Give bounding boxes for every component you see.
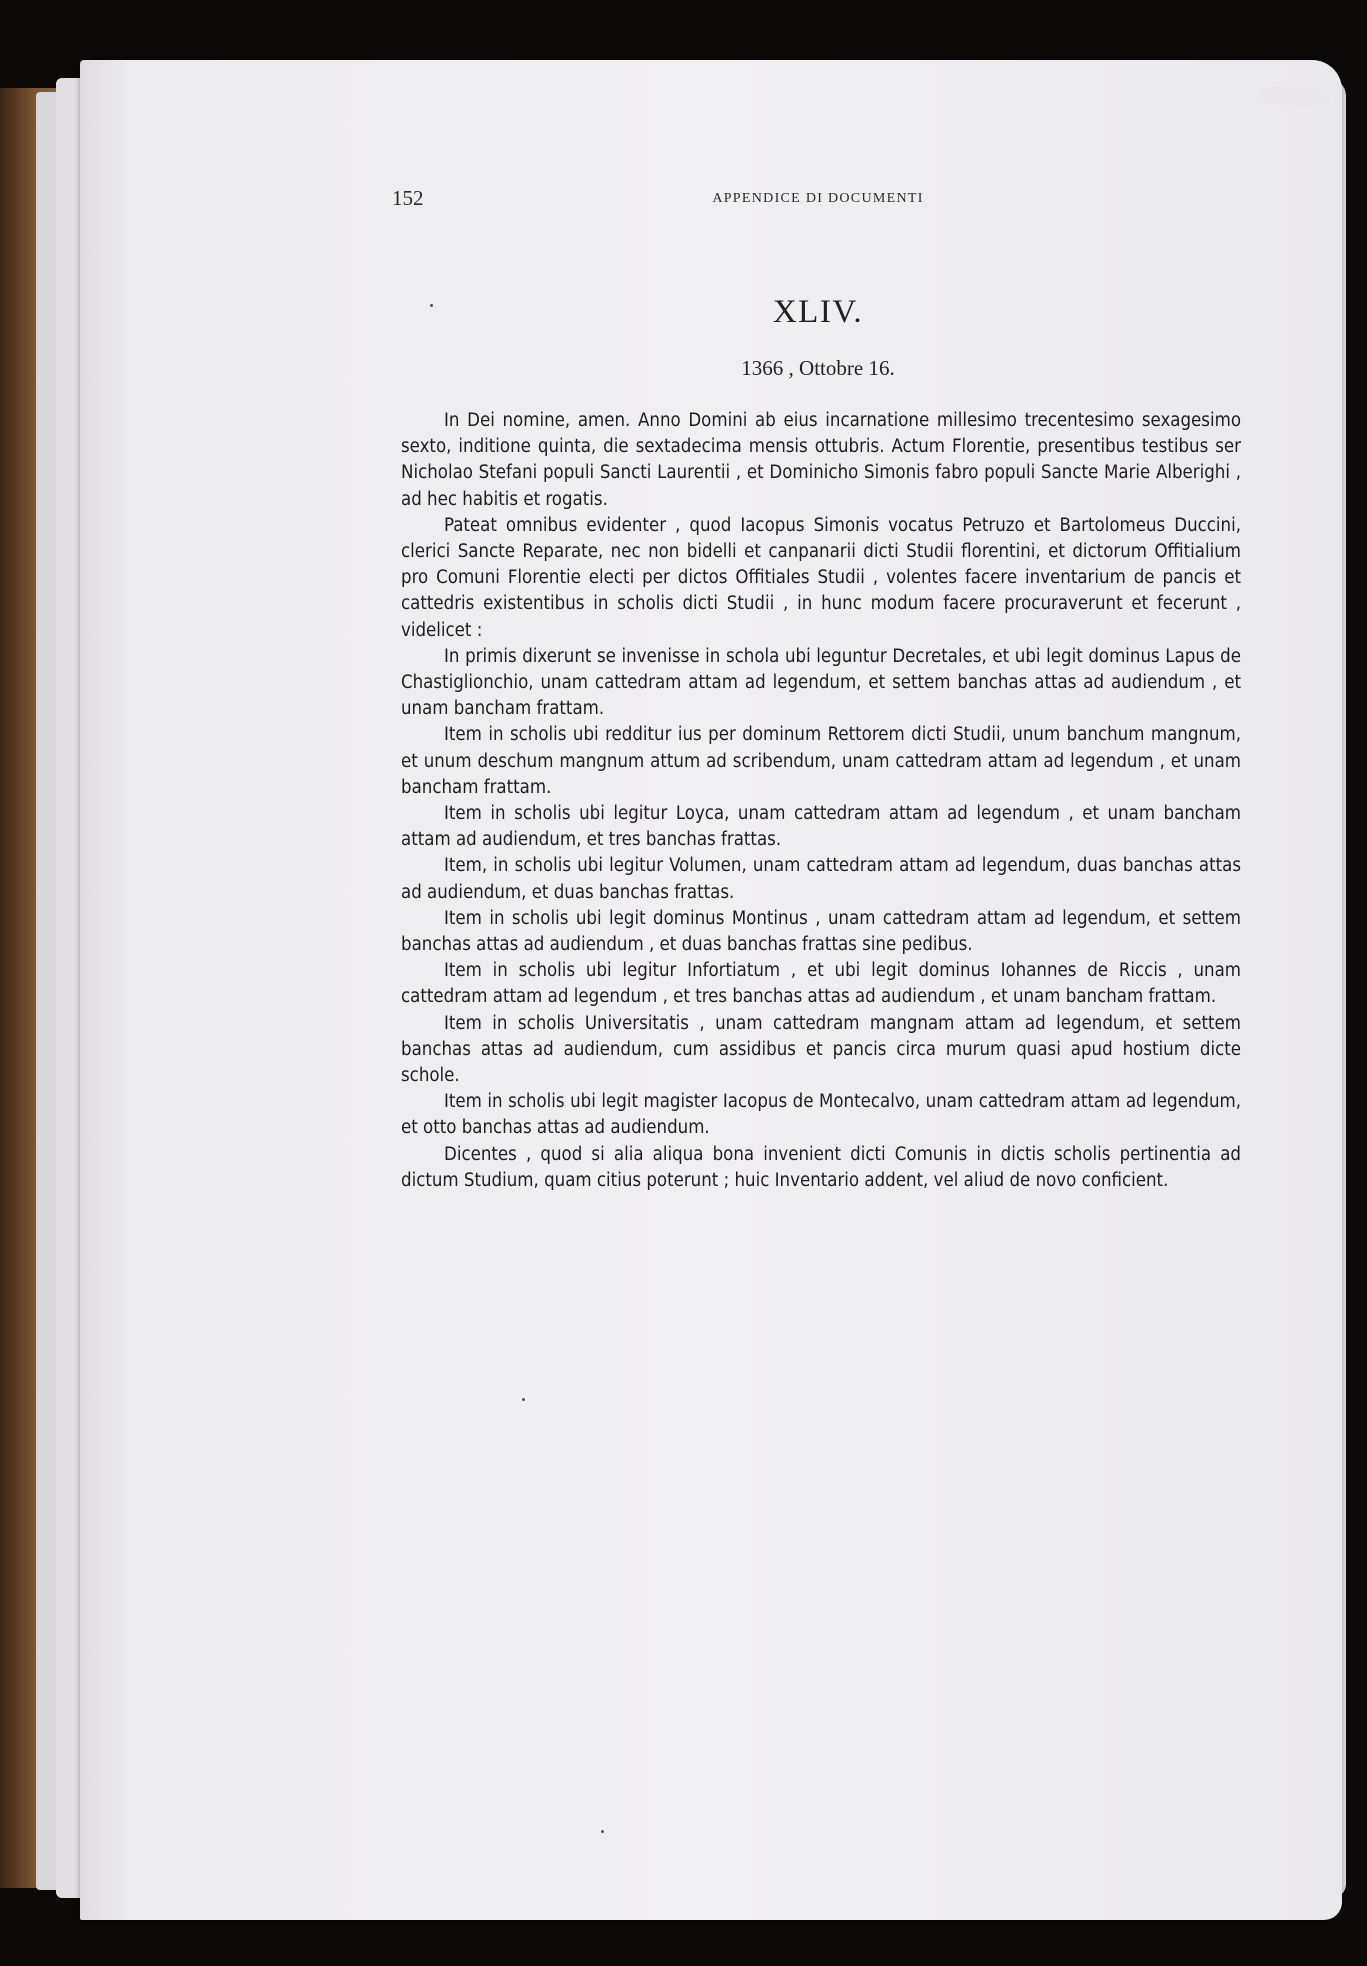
paper-speck	[522, 1398, 525, 1401]
torn-corner	[1260, 86, 1330, 106]
paragraph: In primis dixerunt se invenisse in schola ubi leguntur Decretales, et ubi legit dominus Lapus de Chastiglionchio, unam cattedram attam ad legendum, et settem banchas attas ad audiendum , et unam bancham frattam.	[401, 645, 1241, 720]
paragraph: Item in scholis Universitatis , unam cattedram mangnam attam ad legendum, et settem banchas attas ad audiendum, cum assidibus et pancis circa murum quasi apud hostium dicte schole.	[401, 1012, 1241, 1087]
paper-speck	[601, 1830, 604, 1833]
paper-speck	[430, 304, 433, 307]
paragraph: Item, in scholis ubi legitur Volumen, unam cattedram attam ad legendum, duas banchas attas ad audiendum, et duas banchas frattas.	[401, 855, 1241, 903]
paragraph: Item in scholis ubi legitur Loyca, unam cattedram attam ad legendum , et unam bancham attam ad audiendum, et tres banchas frattas.	[401, 803, 1241, 851]
paragraph: Item in scholis ubi redditur ius per dominum Rettorem dicti Studii, unum banchum mangnum, et unum deschum mangnum attum ad scribendum, unam cattedram attam ad legendum , et unam bancham frattam.	[401, 724, 1241, 798]
paragraph: In Dei nomine, amen. Anno Domini ab eius incarnatione millesimo trecentesimo sexagesimo sexto, inditione quinta, die sextadecima mensis ottubris. Actum Florentie, presentibus testibus ser Nicholao Stefani populi Sancti Laurentii , et Dominicho Simonis fabro populi Sancte Marie Alberighi , ad hec habitis et rogatis.	[401, 410, 1241, 510]
document-number: XLIV.	[772, 294, 864, 330]
document-date: 1366 , Ottobre 16.	[741, 356, 895, 380]
paragraph: Pateat omnibus evidenter , quod Iacopus Simonis vocatus Petruzo et Bartolomeus Duccini, clerici Sancte Reparate, nec non bidelli et canpanarii dicti Studii florentini, et dictorum Offitialium pro Comuni Florentie electi per dictos Offitiales Studii , volentes facere inventarium de pancis et cattedris existentibus in scholis dicti Studii , in hunc modum facere procuraverunt et fecerunt , videlicet :	[401, 514, 1241, 641]
running-head: APPENDICE DI DOCUMENTI	[712, 191, 924, 206]
paragraph: Dicentes , quod si alia aliqua bona invenient dicti Comunis in dictis scholis pertinentia ad dictum Studium, quam citius poterunt ; huic Inventario addent, vel aliud de novo conficient.	[401, 1143, 1241, 1191]
paragraph: Item in scholis ubi legit magister Iacopus de Montecalvo, unam cattedram attam ad legendum, et otto banchas attas ad audiendum.	[401, 1091, 1241, 1139]
document-body	[401, 408, 1241, 1194]
page-number: 152	[392, 186, 424, 210]
paragraph: Item in scholis ubi legit dominus Montinus , unam cattedram attam ad legendum, et settem banchas attas ad audiendum , et duas banchas frattas sine pedibus.	[401, 907, 1241, 956]
paragraph: Item in scholis ubi legitur Infortiatum , et ubi legit dominus Iohannes de Riccis , unam cattedram attam ad legendum , et tres banchas attas ad audiendum , et unam bancham frattam.	[401, 960, 1241, 1008]
page-header	[392, 186, 1244, 216]
